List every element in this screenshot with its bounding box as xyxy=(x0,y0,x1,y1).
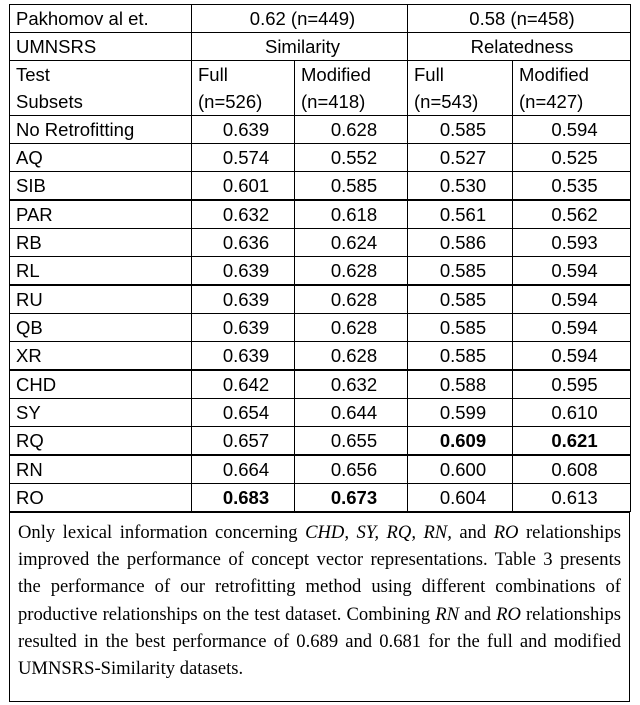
cell-value: 0.628 xyxy=(295,285,408,314)
table-row xyxy=(10,116,631,144)
cell-value: 0.613 xyxy=(513,484,631,512)
subset-name: AQ xyxy=(10,144,192,172)
similarity-baseline: 0.62 (n=449) xyxy=(192,5,408,33)
cell-value: 0.594 xyxy=(513,257,631,286)
subset-name: SIB xyxy=(10,172,192,201)
table-row xyxy=(10,342,631,371)
header-row-dataset xyxy=(10,33,631,61)
cell-value: 0.585 xyxy=(408,257,513,286)
cell-value: 0.601 xyxy=(192,172,295,201)
cell-value: 0.624 xyxy=(295,229,408,257)
cell-value: 0.585 xyxy=(408,116,513,144)
cell-value: 0.639 xyxy=(192,314,295,342)
relatedness-baseline: 0.58 (n=458) xyxy=(408,5,631,33)
cell-value: 0.595 xyxy=(513,370,631,399)
dataset-label: UMNSRS xyxy=(10,33,192,61)
table-row xyxy=(10,229,631,257)
table-row xyxy=(10,257,631,286)
cell-value: 0.594 xyxy=(513,342,631,371)
table-row xyxy=(10,399,631,427)
cell-value: 0.639 xyxy=(192,285,295,314)
cell-value: 0.639 xyxy=(192,342,295,371)
cell-value: 0.585 xyxy=(408,314,513,342)
cell-value-best: 0.673 xyxy=(295,484,408,512)
cell-value: 0.585 xyxy=(408,285,513,314)
table-row xyxy=(10,370,631,399)
cell-value: 0.656 xyxy=(295,455,408,484)
cell-value: 0.604 xyxy=(408,484,513,512)
cell-value: 0.525 xyxy=(513,144,631,172)
table-row xyxy=(10,285,631,314)
table-row xyxy=(10,455,631,484)
cell-value: 0.632 xyxy=(295,370,408,399)
subset-name: CHD xyxy=(10,370,192,399)
cell-value: 0.636 xyxy=(192,229,295,257)
subset-name: No Retrofitting xyxy=(10,116,192,144)
cell-value-best: 0.621 xyxy=(513,427,631,456)
subset-name: RU xyxy=(10,285,192,314)
rel-full-header: Full (n=543) xyxy=(408,61,513,116)
cell-value-best: 0.683 xyxy=(192,484,295,512)
cell-value: 0.586 xyxy=(408,229,513,257)
cell-value: 0.562 xyxy=(513,200,631,229)
cell-value-best: 0.609 xyxy=(408,427,513,456)
cell-value: 0.608 xyxy=(513,455,631,484)
cell-value: 0.632 xyxy=(192,200,295,229)
table-row xyxy=(10,484,631,512)
cell-value: 0.642 xyxy=(192,370,295,399)
table-row xyxy=(10,200,631,229)
header-row-source xyxy=(10,5,631,33)
cell-value: 0.654 xyxy=(192,399,295,427)
table-row xyxy=(10,427,631,456)
cell-value: 0.594 xyxy=(513,285,631,314)
subset-name: PAR xyxy=(10,200,192,229)
subset-name: QB xyxy=(10,314,192,342)
sim-full-header: Full (n=526) xyxy=(192,61,295,116)
cell-value: 0.628 xyxy=(295,257,408,286)
cell-value: 0.527 xyxy=(408,144,513,172)
cell-value: 0.574 xyxy=(192,144,295,172)
cell-value: 0.628 xyxy=(295,314,408,342)
table-row xyxy=(10,172,631,201)
cell-value: 0.618 xyxy=(295,200,408,229)
cell-value: 0.610 xyxy=(513,399,631,427)
similarity-header: Similarity xyxy=(192,33,408,61)
cell-value: 0.639 xyxy=(192,116,295,144)
source-label: Pakhomov al et. xyxy=(10,5,192,33)
header-row-subsets xyxy=(10,61,631,116)
subset-name: XR xyxy=(10,342,192,371)
relatedness-header: Relatedness xyxy=(408,33,631,61)
subset-name: RN xyxy=(10,455,192,484)
cell-value: 0.628 xyxy=(295,342,408,371)
cell-value: 0.600 xyxy=(408,455,513,484)
subset-name: RO xyxy=(10,484,192,512)
cell-value: 0.588 xyxy=(408,370,513,399)
cell-value: 0.664 xyxy=(192,455,295,484)
cell-value: 0.561 xyxy=(408,200,513,229)
cell-value: 0.585 xyxy=(408,342,513,371)
subsets-header: Test Subsets xyxy=(10,61,192,116)
results-table xyxy=(9,4,631,512)
cell-value: 0.585 xyxy=(295,172,408,201)
rel-modified-header: Modified (n=427) xyxy=(513,61,631,116)
caption-paragraph: Only lexical information concerning CHD, SY, RQ, RN, and RO relationships improved the performance of concept vector representations. Table 3 presents the performance of our retrofitting method using different combinations of productive relationships on the test dataset. Combining RN and RO relationships resulted in the best performance of 0.689 and 0.681 for the full and modified UMNSRS-Similarity datasets. xyxy=(9,512,630,702)
cell-value: 0.655 xyxy=(295,427,408,456)
table-row xyxy=(10,144,631,172)
cell-value: 0.535 xyxy=(513,172,631,201)
cell-value: 0.552 xyxy=(295,144,408,172)
subset-name: RB xyxy=(10,229,192,257)
cell-value: 0.593 xyxy=(513,229,631,257)
cell-value: 0.639 xyxy=(192,257,295,286)
cell-value: 0.594 xyxy=(513,116,631,144)
cell-value: 0.657 xyxy=(192,427,295,456)
cell-value: 0.628 xyxy=(295,116,408,144)
table-row xyxy=(10,314,631,342)
sim-modified-header: Modified (n=418) xyxy=(295,61,408,116)
cell-value: 0.644 xyxy=(295,399,408,427)
subset-name: SY xyxy=(10,399,192,427)
cell-value: 0.530 xyxy=(408,172,513,201)
cell-value: 0.594 xyxy=(513,314,631,342)
cell-value: 0.599 xyxy=(408,399,513,427)
subset-name: RQ xyxy=(10,427,192,456)
subset-name: RL xyxy=(10,257,192,286)
